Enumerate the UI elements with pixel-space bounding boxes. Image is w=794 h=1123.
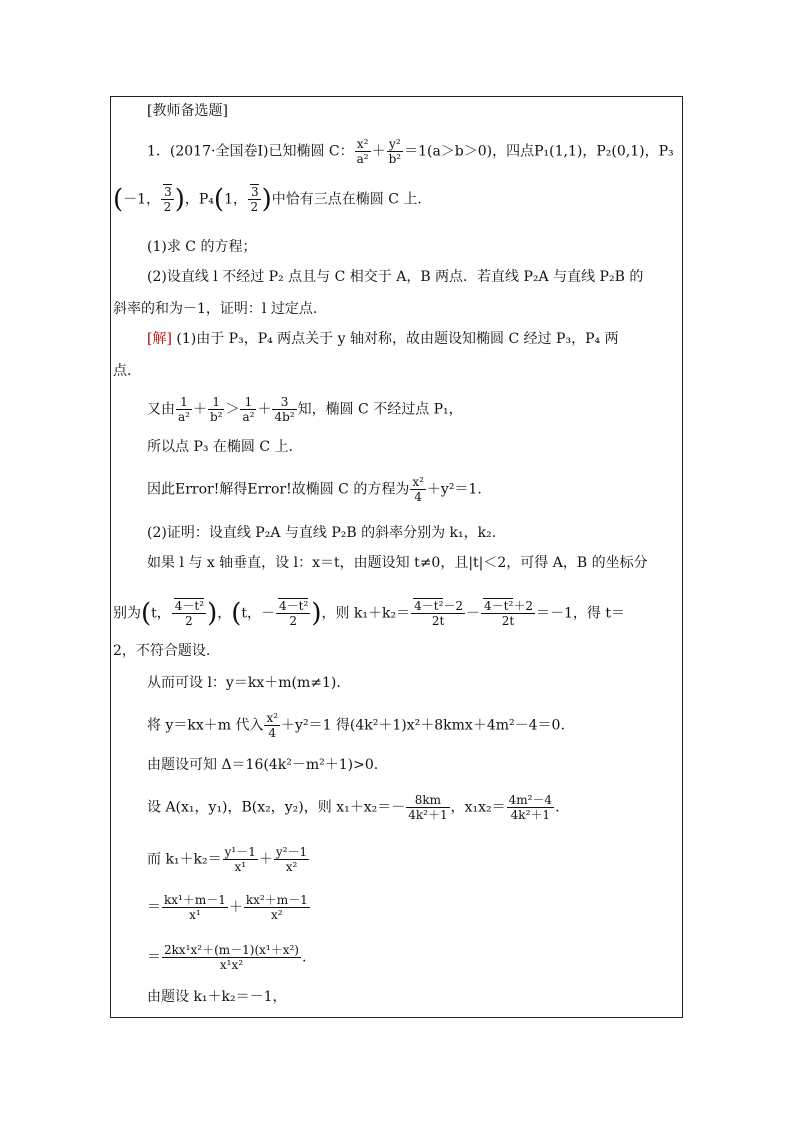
solution-line-9: 2，不符合题设. [113, 643, 211, 659]
solution-line-5: 因此Error!解得Error!故椭圆 C 的方程为 $\frac{\text{x²}}{4}$ ＋y²＝1. [147, 475, 482, 504]
solution-line-11: 将 y＝kx＋m 代入 $\frac{\text{x²}}{4}$ ＋y²＝1 得(4k²＋1)x²＋8kmx＋4m²－4＝0. [147, 711, 565, 740]
solution-line-17: 由题设 k₁＋k₂＝－1， [147, 989, 287, 1005]
solution-line-7: 如果 l 与 x 轴垂直，设 l：x＝t，由题设知 t≠0，且|t|＜2，可得 A，B 的坐标分 [147, 555, 648, 571]
solution-line-12: 由题设可知 Δ＝16(4k²－m²＋1)>0. [147, 757, 379, 773]
problem-line-1: 1．(2017·全国卷Ⅰ)已知椭圆 C： $\frac{\text{x²}}{\text{a²}}$ ＋ $\frac{\text{y²}}{\text{b²}}$ ＝1(a＞b＞0)，四点P₁(1,1)，P₂(0,1)，P₃ [147, 137, 674, 166]
solution-line-13: 设 A(x₁，y₁)，B(x₂，y₂)，则 x₁＋x₂＝－ $\frac{8km}{\text{4k²＋1}}$ ，x₁x₂＝ $\frac{\text{4m²－4}}{\text{4k²＋1}}$ . [147, 793, 560, 822]
question-2-line-2: 斜率的和为－1，证明：l 过定点. [113, 301, 318, 317]
solution-line-6: (2)证明：设直线 P₂A 与直线 P₂B 的斜率分别为 k₁，k₂. [147, 525, 497, 541]
solution-line-3: 又由 $\frac{1}{\text{a²}}$ ＋ $\frac{1}{\text{b²}}$ ＞ $\frac{1}{\text{a²}}$ ＋ $\frac{3}{\text{4b²}}$ 知，椭圆 C 不经过点 P₁， [147, 395, 463, 424]
solution-line-14: 而 k₁＋k₂＝ $\frac{\text{y¹－1}}{\text{x¹}}$ ＋ $\frac{\text{y²－1}}{\text{x²}}$ [147, 845, 308, 874]
problem-line-2: (－1， $\frac{3}{2}$ )，P₄(1， $\frac{3}{2}$ )中恰有三点在椭圆 C 上. [113, 184, 422, 215]
teacher-problem-box [110, 96, 683, 1018]
solution-line-10: 从而可设 l：y＝kx＋m(m≠1). [147, 675, 341, 691]
question-2-line-1: (2)设直线 l 不经过 P₂ 点且与 C 相交于 A，B 两点．若直线 P₂A 与直线 P₂B 的 [147, 269, 644, 285]
solution-line-8: 别为(t， $\frac{\text{4－t²}}{2}$ )，(t，－ $\frac{\text{4－t²}}{2}$ )，则 k₁＋k₂＝ $\frac{\text{4－t²－2}}{2t}$ － $\frac{\text{4－t²＋2}}{2t}$ ＝－1，得 t＝ [113, 598, 625, 629]
question-1: (1)求 C 的方程； [147, 239, 257, 255]
solution-tag: [解] [147, 331, 172, 347]
solution-line-16: ＝ $\frac{\text{2kx¹x²＋(m－1)(x¹＋x²)}}{\text{x¹x²}}$ . [147, 943, 307, 972]
solution-line-2: 点. [113, 363, 132, 379]
solution-line-15: ＝ $\frac{\text{kx¹＋m－1}}{\text{x¹}}$ ＋ $\frac{\text{kx²＋m－1}}{\text{x²}}$ [147, 893, 308, 922]
solution-line-4: 所以点 P₃ 在椭圆 C 上. [147, 439, 293, 455]
section-header: [教师备选题] [147, 103, 228, 119]
solution-line-1: [解] (1)由于 P₃，P₄ 两点关于 y 轴对称，故由题设知椭圆 C 经过 P₃，P₄ 两 [147, 331, 619, 347]
